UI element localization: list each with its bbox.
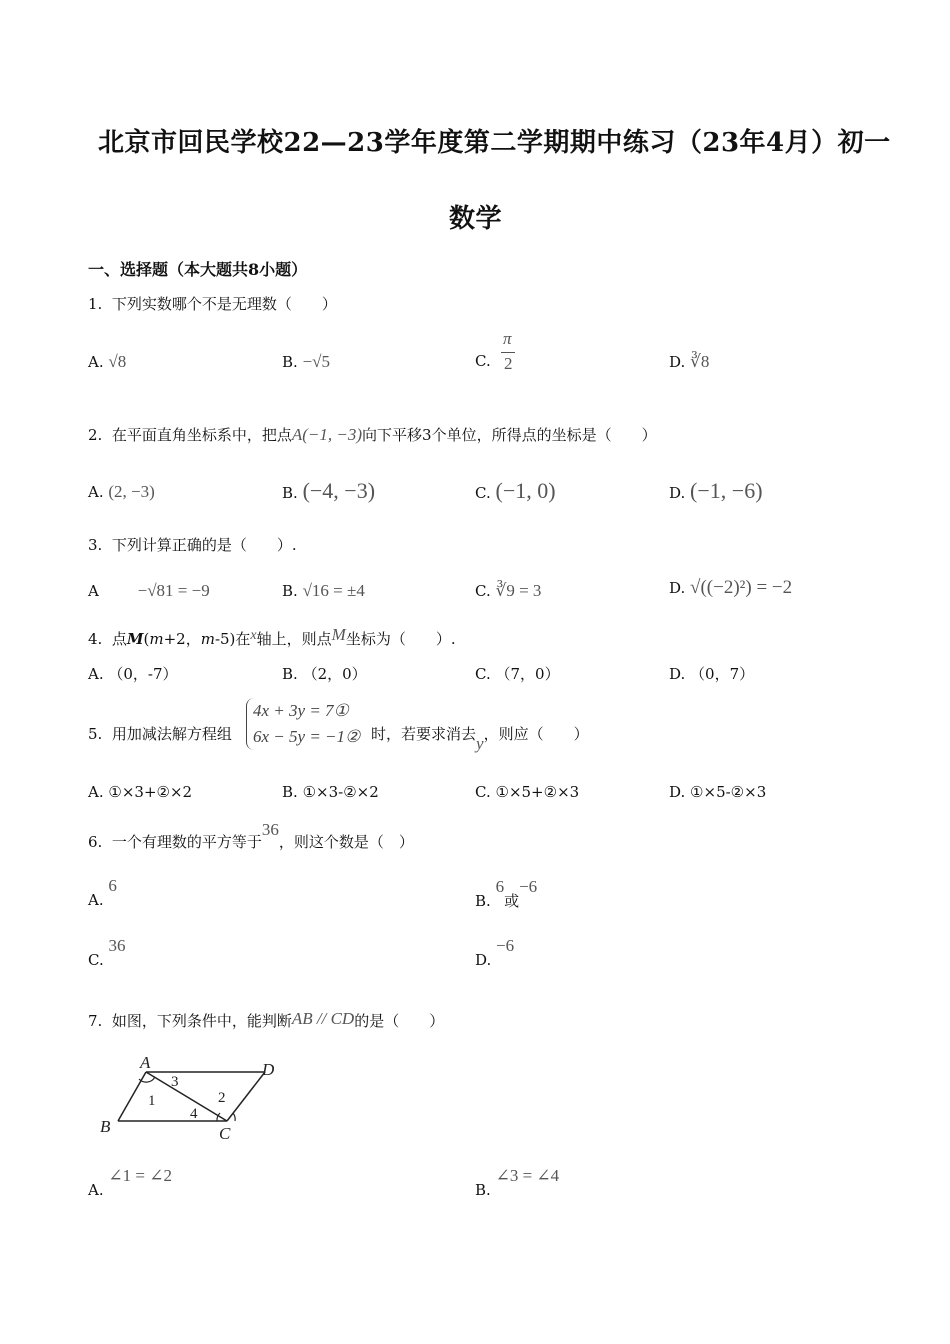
stem-var-M: M	[126, 630, 144, 648]
option-label: D.	[669, 665, 686, 683]
option-text: ①×5+②×3	[495, 783, 580, 801]
option-label: A.	[88, 891, 104, 909]
question-number: 5.	[88, 725, 103, 743]
angle-label-1: 1	[148, 1093, 156, 1109]
option-label: C.	[88, 951, 104, 969]
question-number: 4.	[88, 630, 103, 648]
option-label: D.	[669, 484, 686, 502]
q4-option-d[interactable]	[669, 663, 754, 684]
q1-option-d[interactable]	[669, 352, 709, 372]
question-stem: 在平面直角坐标系中，把点	[111, 426, 292, 444]
q4-option-b[interactable]	[282, 663, 367, 684]
option-label: B.	[282, 783, 298, 801]
q3-option-d[interactable]	[669, 577, 792, 599]
option-label: B.	[475, 1181, 491, 1199]
option-text: ①×3-②×2	[302, 783, 379, 801]
angle-label-3: 3	[171, 1074, 179, 1090]
option-label: C.	[475, 783, 491, 801]
section-heading: 一、选择题（本大题共8小题）	[88, 260, 308, 279]
question-2	[88, 424, 657, 445]
question-stem: 如图，下列条件中，能判断	[111, 1012, 292, 1030]
question-number: 6.	[88, 833, 103, 851]
option-label: A	[88, 582, 99, 600]
question-number: 1.	[88, 295, 103, 313]
stem-part: 坐标为（ ）.	[345, 630, 456, 648]
question-1	[88, 293, 337, 314]
option-math: −6	[496, 936, 515, 955]
question-5	[88, 723, 232, 744]
option-label: C.	[475, 582, 491, 600]
stem-part: 点	[111, 630, 127, 648]
option-math: (−1, −6)	[690, 478, 763, 503]
option-label: B.	[475, 892, 491, 910]
question-stem: 用加减法解方程组	[111, 725, 232, 743]
segment-ab	[118, 1072, 146, 1121]
q2-option-b[interactable]	[282, 478, 375, 504]
equation-system	[246, 698, 360, 750]
fraction-denominator: 2	[504, 354, 513, 373]
option-math: 36	[108, 936, 126, 955]
option-math: (2, −3)	[108, 482, 155, 501]
question-stem-end: ，则应（ ）	[483, 725, 589, 743]
page-title-line2: 数学	[449, 204, 503, 234]
option-label: A.	[88, 783, 104, 801]
stem-part: +2，	[163, 630, 201, 648]
question-stem-cont: ，则这个数是（ ）	[278, 833, 414, 851]
option-label: A.	[88, 353, 104, 371]
option-label: B.	[282, 484, 298, 502]
label-a: A	[140, 1053, 151, 1072]
q3-option-b[interactable]	[282, 581, 365, 601]
stem-part: 轴上，则点	[256, 630, 332, 648]
question-stem-cont: 向下平移3个单位，所得点的坐标是（ ）	[362, 426, 657, 444]
option-math: (−4, −3)	[302, 478, 376, 503]
q3-option-a[interactable]	[88, 581, 210, 601]
q7-option-b[interactable]	[475, 1166, 560, 1200]
option-label: D.	[669, 783, 686, 801]
option-label: A.	[88, 483, 104, 501]
q6-option-c[interactable]	[88, 936, 126, 970]
fraction-bar	[501, 352, 515, 353]
stem-math: 36	[261, 820, 279, 839]
option-math: ∠3 = ∠4	[495, 1166, 560, 1185]
option-text: （0，-7）	[108, 665, 178, 683]
option-label: C.	[475, 484, 491, 502]
stem-math: AB // CD	[291, 1009, 355, 1028]
option-math: 6	[495, 877, 505, 896]
q6-option-a[interactable]	[88, 876, 117, 910]
stem-part: -5)在	[214, 630, 251, 648]
stem-var-M: M	[331, 625, 346, 644]
option-label: D.	[669, 353, 686, 371]
option-math: √8	[108, 352, 127, 371]
option-math: ∛8	[690, 352, 710, 371]
fraction-numerator: π	[503, 329, 512, 348]
angle-label-4: 4	[190, 1106, 198, 1122]
option-label: B.	[282, 353, 298, 371]
question-stem-cont: 的是（ ）	[354, 1012, 445, 1030]
q4-option-c[interactable]	[475, 663, 560, 684]
question-number: 7.	[88, 1012, 103, 1030]
q3-option-c[interactable]	[475, 581, 541, 601]
option-label: D.	[475, 951, 492, 969]
q7-option-a[interactable]	[88, 1166, 172, 1200]
option-math: 6	[108, 876, 117, 895]
stem-part: (	[143, 630, 150, 648]
q5-option-a[interactable]	[88, 783, 192, 801]
option-word: 或	[504, 892, 520, 910]
option-math: (−1, 0)	[495, 478, 556, 503]
point-a-math: A(−1, −3)	[291, 425, 363, 444]
q5-option-b[interactable]	[282, 783, 379, 801]
page-title-line1: 北京市回民学校22—23学年度第二学期期中练习（23年4月）初一	[98, 128, 891, 158]
q2-option-d[interactable]	[669, 478, 763, 504]
q4-option-a[interactable]	[88, 663, 178, 684]
option-math: ∠1 = ∠2	[108, 1166, 172, 1185]
label-b: B	[100, 1117, 111, 1136]
option-math: −√81 = −9	[137, 581, 210, 600]
option-label: B.	[282, 582, 298, 600]
option-text: （0，7）	[690, 665, 755, 683]
option-label: D.	[669, 579, 686, 597]
question-7	[88, 1010, 444, 1031]
equation-2: 6x − 5y = −1②	[253, 727, 361, 746]
option-label: C.	[475, 665, 491, 683]
option-label: A.	[88, 665, 104, 683]
segment-dc	[227, 1072, 265, 1121]
q6-option-b[interactable]	[475, 877, 538, 911]
stem-var-x: x	[250, 628, 257, 643]
question-stem: 一个有理数的平方等于	[111, 833, 262, 851]
diagonal-ac	[146, 1072, 227, 1121]
q2-option-c[interactable]	[475, 478, 556, 504]
q1-option-b[interactable]	[282, 352, 330, 372]
q1-option-a[interactable]	[88, 352, 126, 372]
q6-option-d[interactable]	[475, 936, 515, 970]
q2-option-a[interactable]	[88, 482, 155, 502]
question-number: 3.	[88, 536, 103, 554]
option-label: B.	[282, 665, 298, 683]
option-text: ①×3+②×2	[108, 783, 193, 801]
label-c: C	[219, 1124, 231, 1143]
question-6	[88, 820, 414, 852]
option-label: C.	[475, 352, 491, 370]
question-3	[88, 534, 297, 555]
q5-option-c[interactable]	[475, 783, 579, 801]
option-text: ①×5-②×3	[690, 783, 767, 801]
stem-var-y: y	[476, 734, 484, 753]
option-text: （7，0）	[495, 665, 560, 683]
q5-option-d[interactable]	[669, 783, 766, 801]
option-math: −√5	[302, 352, 330, 371]
equation-1: 4x + 3y = 7①	[253, 701, 349, 720]
question-stem-cont: 时，若要求消去	[371, 725, 477, 743]
question-number: 2.	[88, 426, 103, 444]
question-5-cont	[371, 723, 589, 753]
q1-option-c[interactable]	[475, 352, 491, 370]
option-math: √((−2)²) = −2	[690, 577, 793, 598]
option-label: A.	[88, 1181, 104, 1199]
question-4	[88, 625, 456, 649]
question-stem: 下列实数哪个不是无理数（ ）	[111, 295, 337, 313]
angle-label-2: 2	[218, 1090, 226, 1106]
option-math-2: −6	[519, 877, 538, 896]
stem-var-m: m	[200, 630, 215, 648]
parallelogram-figure	[95, 1050, 295, 1145]
option-math: √16 = ±4	[302, 581, 365, 600]
option-math: ∛9 = 3	[495, 581, 542, 600]
option-text: （2，0）	[302, 665, 367, 683]
stem-var-m: m	[149, 630, 164, 648]
label-d: D	[262, 1060, 275, 1079]
question-stem: 下列计算正确的是（ ）.	[111, 536, 297, 554]
